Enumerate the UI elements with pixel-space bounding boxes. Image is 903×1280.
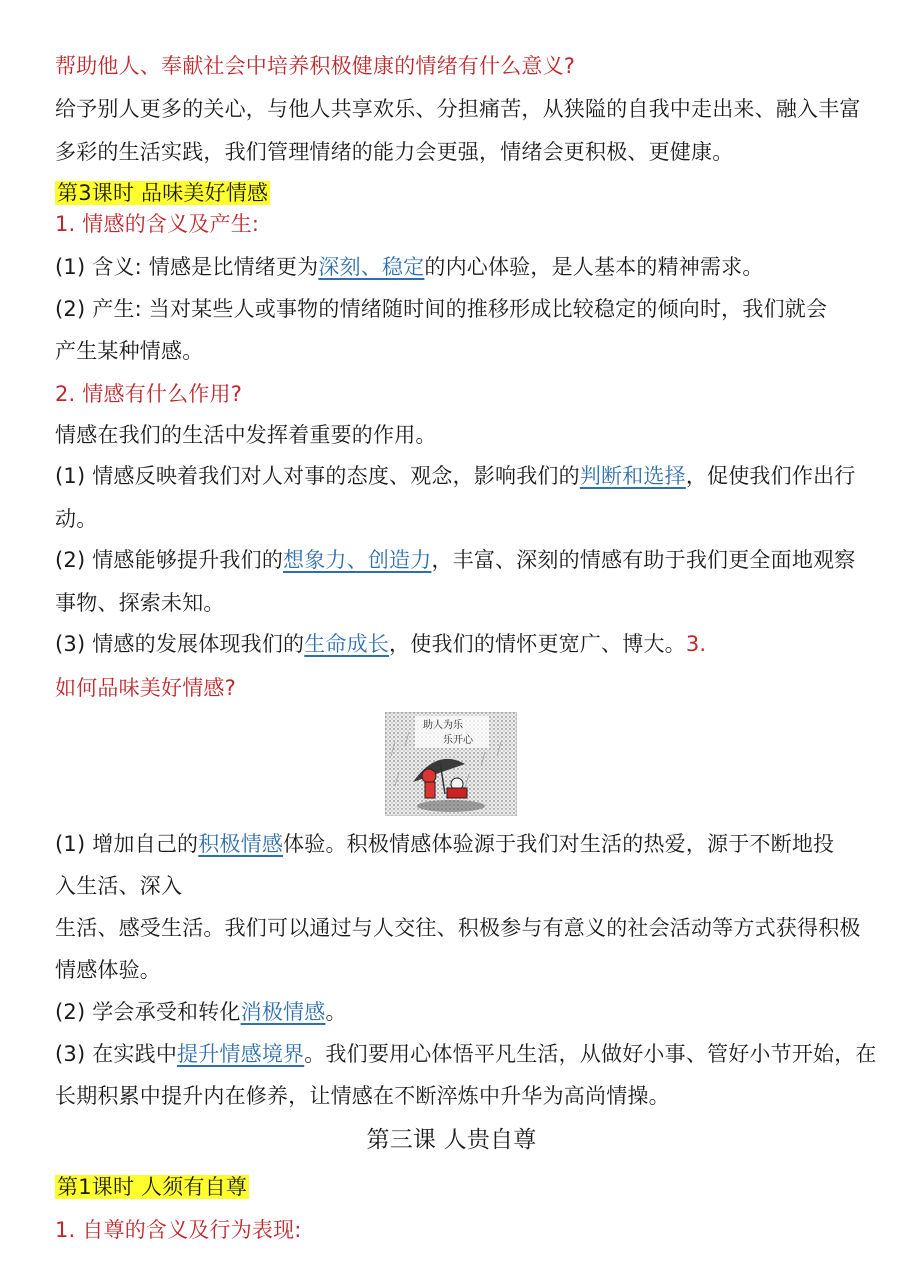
text-span: (3) 情感的发展体现我们的 (55, 632, 305, 656)
text-span: 。 (325, 1000, 347, 1024)
text-span: (1) 含义: 情感是比情绪更为 (55, 255, 319, 279)
lesson-title (55, 178, 270, 208)
paragraph-line: (2) 产生: 当对某些人或事物的情绪随时间的推移形成比较稳定的倾向时，我们就会 (55, 297, 828, 321)
text-span: ，丰富、深刻的情感有助于我们更全面地观察 (431, 548, 856, 572)
text-span: ，促使我们作出行 (685, 464, 856, 488)
keyword-underline: 深刻、稳定 (318, 255, 425, 279)
paragraph-line: 情感在我们的生活中发挥着重要的作用。 (55, 423, 437, 447)
paragraph-line: 给予别人更多的关心，与他人共享欢乐、分担痛苦，从狭隘的自我中走出来、融入丰富 (55, 97, 861, 121)
chapter-title: 第三课 人贵自尊 (366, 1127, 537, 1153)
paragraph-line (55, 997, 347, 1027)
keyword-underline: 生命成长 (304, 632, 390, 656)
question-heading: 帮助他人、奉献社会中培养积极健康的情绪有什么意义? (55, 54, 576, 78)
question-heading: 1. 自尊的含义及行为表现: (55, 1218, 302, 1242)
paragraph-line (55, 461, 855, 491)
paragraph-line (55, 545, 855, 575)
lesson-title-highlight: 第3课时 品味美好情感 (57, 181, 269, 205)
question-heading: 如何品味美好情感? (55, 676, 236, 700)
text-span: 。我们要用心体悟平凡生活，从做好小事、管好小节开始，在 (304, 1042, 877, 1066)
text-span: (1) 情感反映着我们对人对事的态度、观念，影响我们的 (55, 464, 580, 488)
paragraph-line: 生活、感受生活。我们可以通过与人交往、积极参与有意义的社会活动等方式获得积极 (55, 916, 861, 940)
paragraph-line: 产生某种情感。 (55, 339, 204, 363)
helping-others-illustration (385, 712, 517, 816)
keyword-underline: 想象力、创造力 (283, 548, 432, 572)
question-number: 3. (685, 632, 707, 656)
text-span: (2) 情感能够提升我们的 (55, 548, 284, 572)
paragraph-line (55, 252, 764, 282)
paragraph-line: 长期积累中提升内在修养，让情感在不断淬炼中升华为高尚情操。 (55, 1084, 670, 1108)
text-span: (2) 学会承受和转化 (55, 1000, 241, 1024)
keyword-underline: 判断和选择 (579, 464, 686, 488)
illustration-caption: 助人为乐 (423, 720, 463, 731)
paragraph-line (55, 829, 834, 859)
paragraph-line (55, 629, 706, 659)
keyword-underline: 提升情感境界 (177, 1042, 305, 1066)
text-span: ，使我们的情怀更宽广、博大。 (389, 632, 686, 656)
lesson-title-highlight: 第1课时 人须有自尊 (57, 1175, 248, 1199)
paragraph-line: 动。 (55, 507, 98, 531)
keyword-underline: 消极情感 (240, 1000, 326, 1024)
paragraph-line (55, 1039, 877, 1069)
paragraph-line: 情感体验。 (55, 958, 161, 982)
paragraph-line: 入生活、深入 (55, 874, 183, 898)
illustration-caption: 乐开心 (443, 735, 473, 746)
paragraph-line: 多彩的生活实践，我们管理情绪的能力会更强，情绪会更积极、更健康。 (55, 140, 734, 164)
text-span: (1) 增加自己的 (55, 832, 199, 856)
text-span: (3) 在实践中 (55, 1042, 178, 1066)
text-span: 的内心体验，是人基本的精神需求。 (424, 255, 764, 279)
text-span: 体验。积极情感体验源于我们对生活的热爱，源于不断地投 (283, 832, 835, 856)
paragraph-line: 事物、探索未知。 (55, 591, 225, 615)
keyword-underline: 积极情感 (198, 832, 284, 856)
question-heading: 1. 情感的含义及产生: (55, 212, 260, 236)
lesson-title (55, 1172, 249, 1202)
question-heading: 2. 情感有什么作用? (55, 382, 243, 406)
